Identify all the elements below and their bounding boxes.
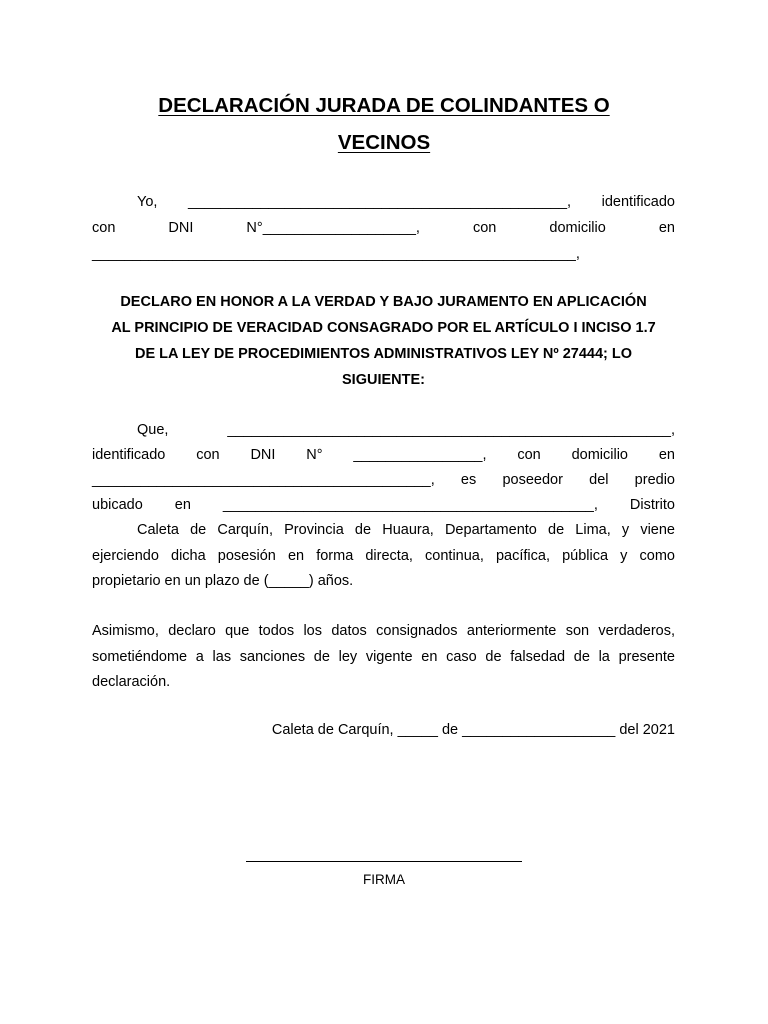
asimismo-line-1: Asimismo, declaro que todos los datos consignados anteriormente son verdaderos, [92, 623, 675, 639]
que-line-4: ubicado en ______________________________________________, Distrito [92, 497, 675, 513]
que-line-2: identificado con DNI N° ________________, con domicilio en [92, 447, 675, 463]
declaration-line-4: SIGUIENTE: [342, 372, 425, 388]
document-title-line-1: DECLARACIÓN JURADA DE COLINDANTES O [158, 94, 610, 117]
que-line-5: Caleta de Carquín, Provincia de Huaura, Departamento de Lima, y viene [137, 522, 675, 538]
que-line-7: propietario en un plazo de (_____) años. [92, 573, 354, 589]
intro-line-3: ____________________________________________________________, [92, 246, 580, 262]
document-title-line-2: VECINOS [337, 131, 431, 154]
declaration-line-1: DECLARO EN HONOR A LA VERDAD Y BAJO JURAMENTO EN APLICACIÓN [120, 294, 647, 310]
que-line-1: Que, _______________________________________________________, [137, 422, 675, 438]
date-line: Caleta de Carquín, _____ de ___________________ del 2021 [271, 722, 675, 738]
que-line-6: ejerciendo dicha posesión en forma directa, continua, pacífica, pública y como [92, 548, 675, 564]
intro-line-1: Yo, _______________________________________________, identificado [137, 194, 675, 210]
declaration-line-2: AL PRINCIPIO DE VERACIDAD CONSAGRADO POR EL ARTÍCULO I INCISO 1.7 [111, 320, 656, 336]
que-line-3: __________________________________________, es poseedor del predio [92, 472, 675, 488]
asimismo-line-3: declaración. [92, 674, 171, 690]
signature-label: FIRMA [363, 872, 405, 887]
asimismo-line-2: sometiéndome a las sanciones de ley vigente en caso de falsedad de la presente [92, 649, 675, 665]
signature-line [246, 861, 522, 862]
declaration-line-3: DE LA LEY DE PROCEDIMIENTOS ADMINISTRATIVOS LEY Nº 27444; LO [134, 346, 633, 362]
intro-line-2: con DNI N°___________________, con domicilio en [92, 220, 675, 236]
